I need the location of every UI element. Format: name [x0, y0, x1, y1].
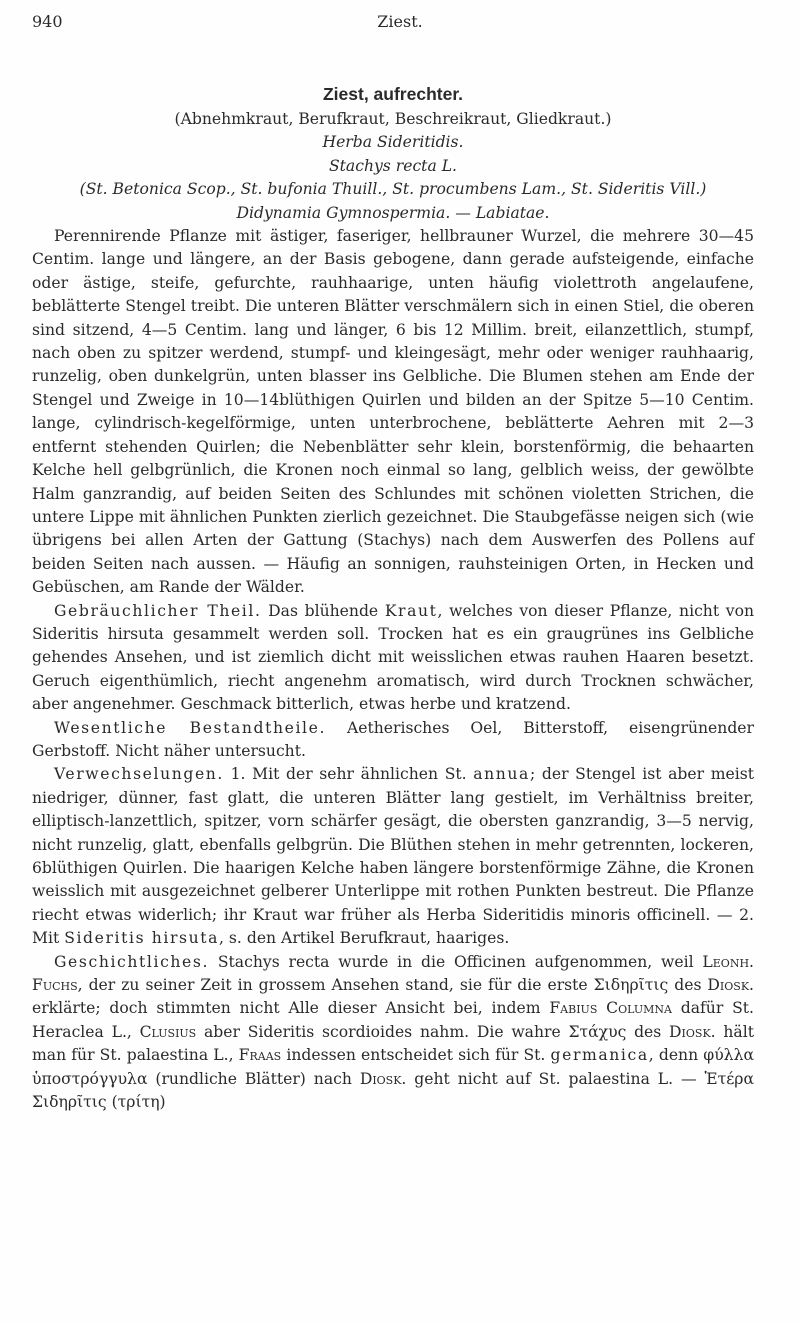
text-span: , denn φύλλα ὑποστρόγγυλα (rundliche Blätter) nach — [32, 1046, 754, 1088]
author-clusius: Clusius — [139, 1022, 197, 1041]
page-number: 940 — [32, 12, 63, 31]
annua-term: annua — [473, 765, 530, 784]
text-span: geht nicht auf St. palaestina L. — Ἑτέρα Σιδηρῖτις (τρίτη) — [32, 1069, 754, 1112]
text-span: , der zu seiner Zeit in grossem Ansehen stand, sie für die erste Σιδηρῖτις des — [77, 976, 708, 995]
used-part-heading: Gebräuchlicher Theil. — [54, 601, 262, 620]
constituents-heading: Wesentliche Bestandtheile. — [54, 718, 327, 737]
text-span: , s. den Artikel Berufkraut, haariges. — [219, 929, 510, 948]
text-span: , welches von dieser Pflanze, nicht von Sideritis hirsuta gesammelt werden soll. Trocken hat es ein graugrünes ins Gelbliche gehendes Ansehen, und ist ziemlich dicht mit weisslichen etwas rauhen Haaren besetzt. Geruch eigenthümlich, riecht angenehm aromatisch, wird durch Trocknen schwächer, aber angenehmer. Geschmack bitterlich, etwas herbe und kratzend. — [32, 601, 754, 714]
text-span: hält man für St. palaestina L., — [32, 1022, 754, 1065]
history-heading: Geschichtliches. — [54, 952, 210, 971]
text-span: Stachys recta wurde in die Officinen aufgenommen, weil — [209, 952, 703, 971]
confusions-paragraph — [32, 763, 754, 950]
text-span: erklärte; doch stimmten nicht Alle dieser Ansicht bei, indem — [32, 999, 550, 1018]
constituents-paragraph — [32, 717, 754, 764]
author-diosk: Diosk. — [669, 1022, 716, 1041]
article-title: Ziest, aufrechter. — [322, 84, 464, 104]
text-span: 1. Mit der sehr ähnlichen St. — [223, 765, 474, 784]
kraut-term: Kraut — [384, 601, 438, 620]
description-paragraph: Perennirende Pflanze mit ästiger, faseriger, hellbrauner Wurzel, die mehrere 30—45 Centim. lange und längere, an der Basis gebogene, dann gerade aufsteigende, einfache oder ästige, steife, gefurchte, rauhhaarige, unten häufig violettroth angelaufene, beblätterte Stengel treibt. Die unteren Blätter verschmälern sich in einen Stiel, die oberen sind sitzend, 4—5 Centim. lang und länger, 6 bis 12 Millim. breit, eilanzettlich, stumpf, nach oben zu spitzer werdend, stumpf- und kleingesägt, mehr oder weniger rauhhaarig, runzelig, oben dunkelgrün, unten blasser ins Gelbliche. Die Blumen stehen am Ende der Stengel und Zweige in 10—14blüthigen Quirlen und bilden an der Spitze 5—10 Centim. lange, cylindrisch-kegelförmige, unten unterbrochene, beblätterte Aehren mit 2—3 entfernt stehenden Quirlen; die Nebenblätter sehr klein, borstenförmig, die behaarten Kelche hell gelbgrünlich, die Kronen noch einmal so lang, gelblich weiss, der gewölbte Halm ganzrandig, auf beiden Seiten des Schlundes mit schönen violetten Strichen, die untere Lippe mit ähnlichen Punkten zierlich gezeichnet. Die Staubgefässe neigen sich (wie übrigens bei allen Arten der Gattung (Stachys) nach dem Auswerfen des Pollens auf beiden Seiten nach aussen. — Häufig an sonnigen, rauhsteinigen Orten, in Hecken und Gebüschen, am Rande der Wälder. — [32, 227, 754, 597]
synonyms: (St. Betonica Scop., St. bufonia Thuill., St. procumbens Lam., St. Sideritis Vill.) — [79, 180, 707, 199]
sideritis-term: Sideritis hirsuta — [64, 929, 220, 948]
binomial-name: Stachys recta L. — [328, 156, 458, 175]
author-fabius: Fabius Columna — [549, 999, 672, 1018]
text-span: dafür St. Heraclea L., — [32, 999, 754, 1041]
text-span: Aetherisches Oel, Bitterstoff, eisengrünender Gerbstoff. Nicht näher untersucht. — [32, 718, 754, 760]
author-diosk: Diosk. — [707, 976, 754, 995]
author-fraas: Fraas — [238, 1046, 282, 1065]
text-span: ; der Stengel ist aber meist niedriger, dünner, fast glatt, die unteren Blätter lang gestielt, im Verhältniss breiter, elliptisch-lanzettlich, spitzer, vorn schärfer gesägt, die obersten ganzrandig, 3—5 nervig, nicht runzelig, glatt, ebenfalls gelbgrün. Die Blüthen stehen in mehr getrennten, lockeren, 6blüthigen Quirlen. Die haarigen Kelche haben längere borstenförmige Zähne, die Kronen weisslich mit ausgezeichnet gelberer Unterlippe mit rothen Punkten bestreut. Die Pflanze riecht etwas widerlich; ihr Kraut war früher als Herba Sideritidis minoris officinell. — 2. Mit — [32, 765, 754, 948]
germanica-term: germanica — [550, 1046, 649, 1065]
history-paragraph — [32, 951, 754, 1115]
classification: Didynamia Gymnospermia. — Labiatae. — [236, 203, 550, 222]
common-names: (Abnehmkraut, Berufkraut, Beschreikraut, Gliedkraut.) — [174, 110, 612, 128]
confusions-heading: Verwechselungen. — [54, 765, 224, 784]
herba-name: Herba Sideritidis. — [322, 133, 464, 152]
text-span: aber Sideritis scordioides nahm. Die wahre Στάχυς des — [196, 1022, 670, 1041]
page-header — [0, 0, 800, 40]
author-diosk: Diosk. — [359, 1069, 407, 1088]
text-span: Das blühende — [261, 601, 385, 620]
text-span: indessen entscheidet sich für St. — [281, 1046, 551, 1065]
author-fuchs: Leonh. Fuchs — [32, 952, 754, 995]
article-body — [32, 82, 754, 1114]
running-title: Ziest. — [377, 12, 423, 31]
used-part-paragraph — [32, 600, 754, 717]
